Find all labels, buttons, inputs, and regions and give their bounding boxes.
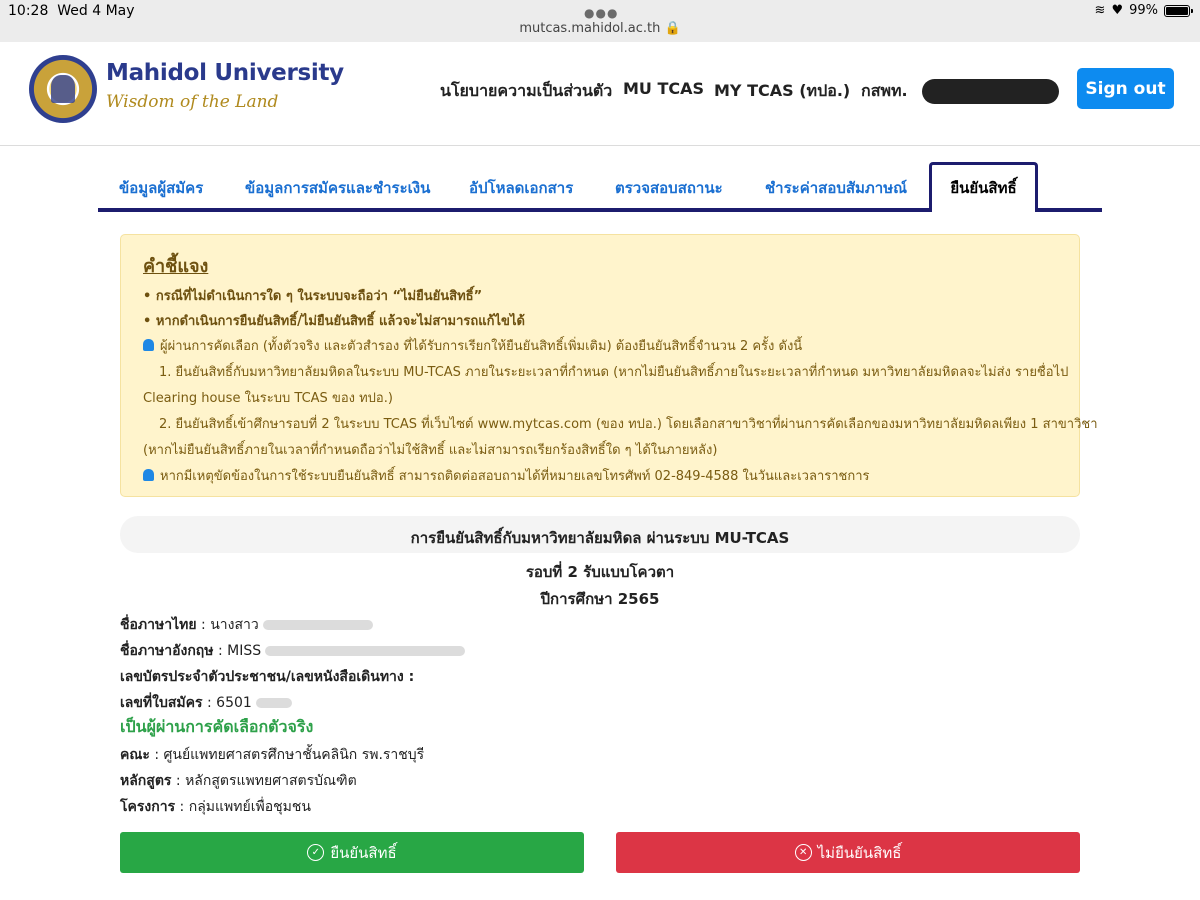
logo-subtitle: Wisdom of the Land bbox=[106, 92, 279, 112]
status-right bbox=[1095, 3, 1190, 18]
site-header bbox=[0, 42, 1200, 146]
notice-item-1a: 1. ยืนยันสิทธิ์กับมหาวิทยาลัยมหิดลในระบบ MU-TCAS ภายในระยะเวลาที่กำหนด (หากไม่ยืนยันสิทธิ์ภายในระยะเวลาที่กำหนด มหาวิทยาลัยมหิดลจะไม่ส่ง รายชื่อไป bbox=[159, 365, 1069, 380]
lock-icon: 🔒 bbox=[664, 21, 681, 36]
redacted-text bbox=[256, 698, 292, 708]
name-english-row: ชื่อภาษาอังกฤษ : MISS bbox=[120, 640, 465, 662]
university-seal-logo[interactable] bbox=[29, 55, 97, 123]
accept-rights-button[interactable]: ✓ ยืนยันสิทธิ์ bbox=[120, 832, 584, 873]
x-circle-icon: ✕ bbox=[795, 844, 812, 861]
application-number-row: เลขที่ใบสมัคร : 6501 bbox=[120, 692, 292, 714]
curriculum-row: หลักสูตร : หลักสูตรแพทยศาสตรบัณฑิต bbox=[120, 773, 357, 789]
bell-icon bbox=[143, 339, 154, 351]
nav-my-tcas[interactable]: MY TCAS (ทปอ.) bbox=[714, 81, 851, 100]
notice-info-2: หากมีเหตุขัดข้องในการใช้ระบบยืนยันสิทธิ์ สามารถติดต่อสอบถามได้ที่หมายเลขโทรศัพท์ 02-849-4588 ในวันและเวลาราชการ bbox=[143, 465, 870, 486]
notice-item-1b: Clearing house ในระบบ TCAS ของ ทปอ.) bbox=[143, 391, 393, 406]
tab-applicant-info[interactable]: ข้อมูลผู้สมัคร bbox=[119, 179, 204, 197]
tab-interview-fee[interactable]: ชำระค่าสอบสัมภาษณ์ bbox=[765, 179, 908, 197]
notice-title: คำชี้แจง bbox=[143, 256, 209, 277]
nav-kosapt[interactable]: กสพท. bbox=[861, 81, 908, 100]
ipad-status-bar bbox=[0, 0, 1200, 42]
battery-percent: 99% bbox=[1129, 3, 1158, 18]
notice-box bbox=[120, 234, 1098, 497]
bell-icon bbox=[143, 469, 154, 481]
selection-status: เป็นผู้ผ่านการคัดเลือกตัวจริง bbox=[120, 717, 314, 736]
tab-upload-documents[interactable]: อัปโหลดเอกสาร bbox=[469, 179, 574, 197]
notice-item-2a: 2. ยืนยันสิทธิ์เข้าศึกษารอบที่ 2 ในระบบ TCAS ที่เว็บไซต์ www.mytcas.com (ของ ทปอ.) โดยเลือกสาขาวิชาที่ผ่านการคัดเลือกของมหาวิทยาลัยมหิดลเพียง 1 สาขาวิชา bbox=[159, 417, 1098, 432]
logo-title[interactable]: Mahidol University bbox=[106, 60, 344, 86]
nav-mu-tcas[interactable]: MU TCAS bbox=[623, 79, 705, 98]
decline-rights-button[interactable]: ✕ ไม่ยืนยันสิทธิ์ bbox=[616, 832, 1080, 873]
round-label: รอบที่ 2 รับแบบโควตา bbox=[525, 563, 675, 581]
project-row: โครงการ : กลุ่มแพทย์เพื่อชุมชน bbox=[120, 799, 311, 815]
nav-privacy[interactable]: นโยบายความเป็นส่วนตัว bbox=[440, 81, 613, 100]
confirm-heading: การยืนยันสิทธิ์กับมหาวิทยาลัยมหิดล ผ่านระบบ MU-TCAS bbox=[120, 516, 1080, 553]
address-bar[interactable]: mutcas.mahidol.ac.th 🔒 bbox=[519, 21, 681, 36]
tab-application-payment[interactable]: ข้อมูลการสมัครและชำระเงิน bbox=[245, 179, 431, 197]
faculty-row: คณะ : ศูนย์แพทยศาสตรศึกษาชั้นคลินิก รพ.ราชบุรี bbox=[120, 747, 425, 763]
redacted-username bbox=[922, 79, 1059, 104]
notice-bullet-2: • หากดำเนินการยืนยันสิทธิ์/ไม่ยืนยันสิทธิ์ แล้วจะไม่สามารถแก้ไขได้ bbox=[143, 314, 525, 329]
heart-icon: ♥ bbox=[1111, 3, 1124, 18]
tab-check-status[interactable]: ตรวจสอบสถานะ bbox=[615, 179, 723, 197]
notice-bullet-1: • กรณีที่ไม่ดำเนินการใด ๆ ในระบบจะถือว่า “ไม่ยืนยันสิทธิ์” bbox=[143, 289, 483, 304]
name-thai-row: ชื่อภาษาไทย : นางสาว bbox=[120, 614, 373, 636]
multitask-dots-icon[interactable]: ●●● bbox=[584, 6, 619, 20]
id-number-row: เลขบัตรประจำตัวประชาชน/เลขหนังสือเดินทาง : bbox=[120, 669, 415, 685]
status-time-date: 10:28 Wed 4 May bbox=[8, 3, 135, 19]
check-circle-icon: ✓ bbox=[307, 844, 324, 861]
notice-info-1: ผู้ผ่านการคัดเลือก (ทั้งตัวจริง และตัวสำรอง ที่ได้รับการเรียกให้ยืนยันสิทธิ์เพิ่มเติม) ต้องยืนยันสิทธิ์จำนวน 2 ครั้ง ดังนี้ bbox=[143, 335, 802, 356]
battery-icon bbox=[1164, 5, 1190, 17]
redacted-text bbox=[263, 620, 373, 630]
tab-confirm-rights[interactable]: ยืนยันสิทธิ์ bbox=[929, 162, 1038, 212]
redacted-text bbox=[265, 646, 465, 656]
notice-item-2b: (หากไม่ยืนยันสิทธิ์ภายในเวลาที่กำหนดถือว่าไม่ใช้สิทธิ์ และไม่สามารถเรียกร้องสิทธิ์ใด ๆ ได้ในภายหลัง) bbox=[143, 443, 718, 458]
academic-year: ปีการศึกษา 2565 bbox=[540, 590, 660, 608]
sign-out-button[interactable]: Sign out bbox=[1077, 68, 1174, 109]
wifi-icon: ≋ bbox=[1094, 3, 1106, 18]
